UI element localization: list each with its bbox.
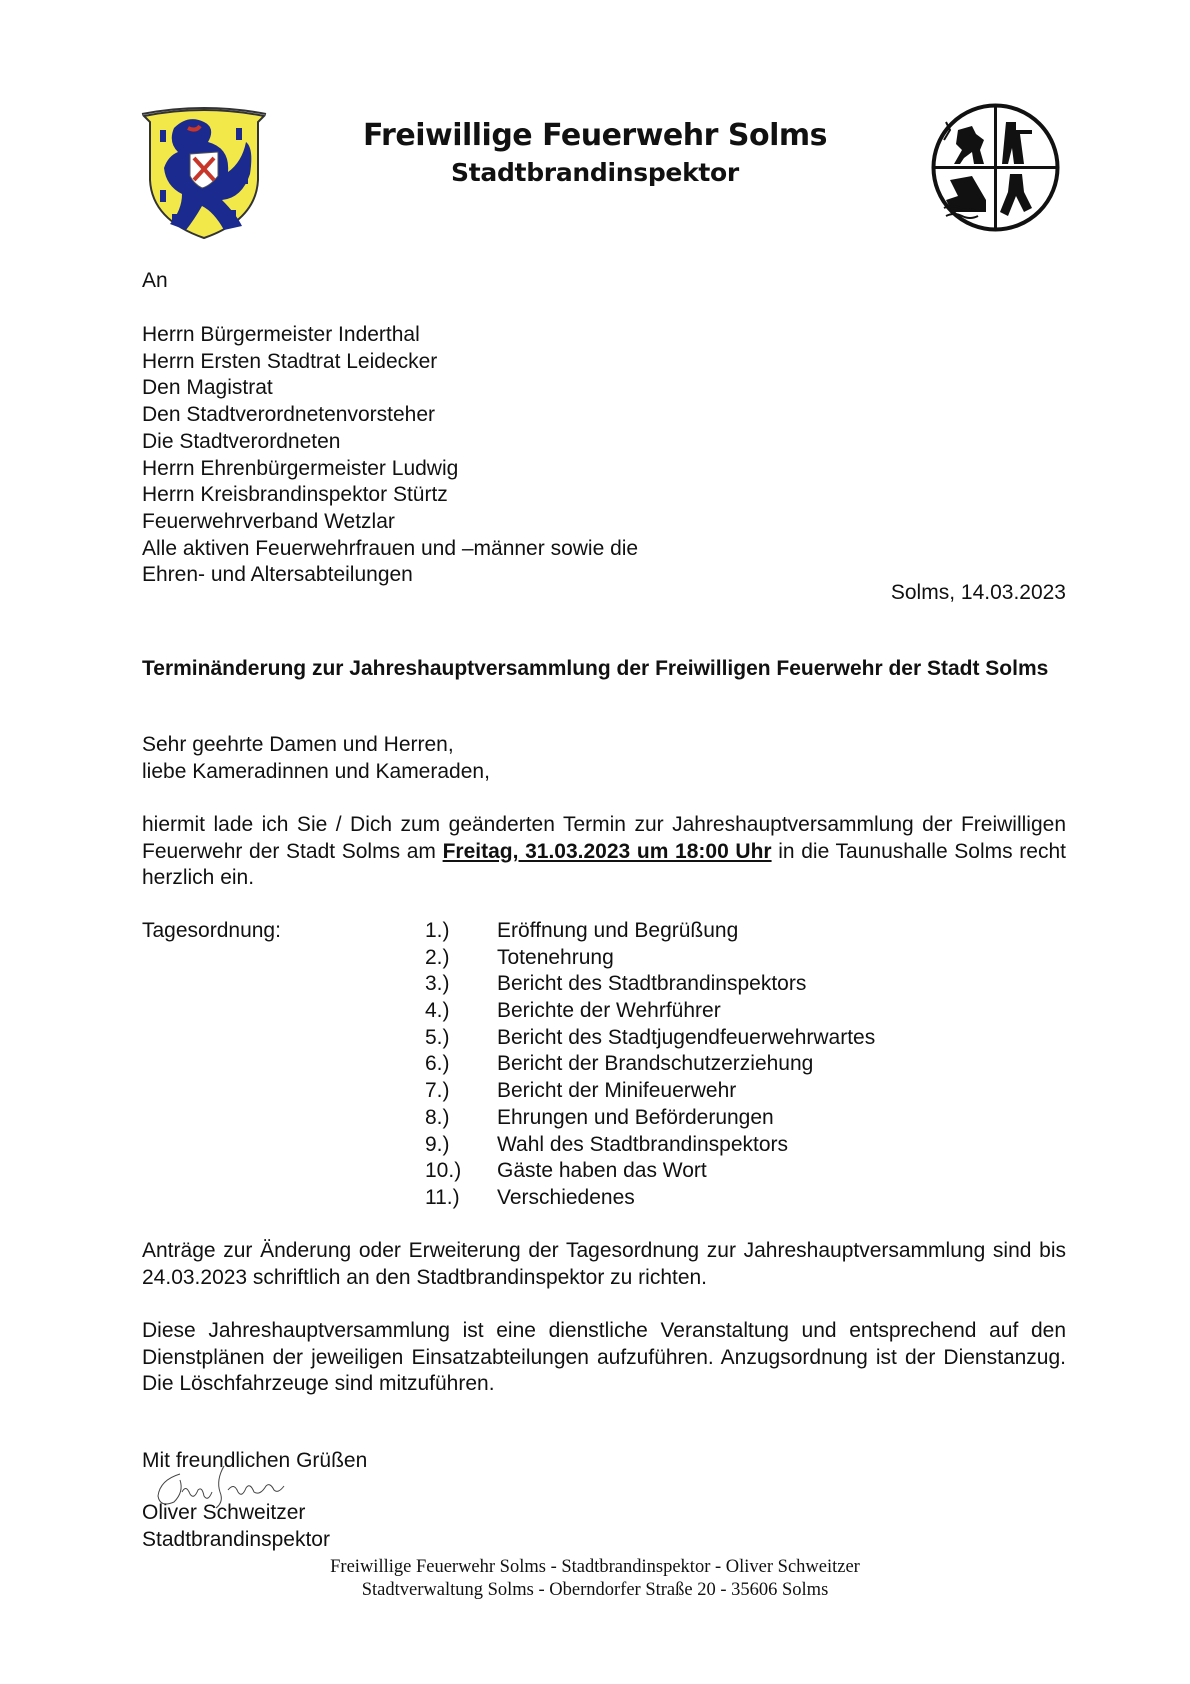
agenda-number: 4.) — [425, 999, 450, 1023]
invitation-text: in die Taunushalle Solms recht herzlich ein. — [142, 839, 1066, 890]
salutation — [142, 732, 490, 785]
coat-of-arms-icon — [138, 102, 270, 240]
agenda-item — [425, 1105, 875, 1132]
proposals-paragraph: Anträge zur Änderung oder Erweiterung der Tagesordnung zur Jahreshauptversammlung sind bis 24.03.2023 schriftlich an den Stadtbrandinspektor zu richten. — [142, 1239, 1066, 1289]
agenda-text: Bericht des Stadtjugendfeuerwehrwartes — [497, 1025, 876, 1049]
address-prefix: An — [142, 269, 168, 292]
recipient: Herrn Bürgermeister Inderthal — [142, 323, 420, 346]
agenda-number: 8.) — [425, 1105, 450, 1129]
agenda-item — [425, 1132, 875, 1159]
agenda-item — [425, 1051, 875, 1078]
agenda-item — [425, 998, 875, 1025]
fire-brigade-emblem-icon — [928, 100, 1063, 235]
salutation-line: Sehr geehrte Damen und Herren, — [142, 733, 454, 756]
invitation-paragraph — [142, 812, 1066, 892]
agenda-number: 2.) — [425, 945, 450, 969]
page-footer — [0, 1556, 1190, 1602]
recipient: Den Stadtverordnetenvorsteher — [142, 403, 436, 427]
organization-title: Freiwillige Feuerwehr Solms — [362, 118, 827, 153]
agenda-number: 6.) — [425, 1052, 450, 1076]
agenda-number: 7.) — [425, 1079, 450, 1103]
recipient: Herrn Ersten Stadtrat Leidecker — [142, 349, 438, 373]
agenda-text: Bericht der Minifeuerwehr — [497, 1079, 737, 1103]
subject-line: Terminänderung zur Jahreshauptversammlung der Freiwilligen Feuerwehr der Stadt Solms — [142, 657, 1049, 680]
signer-name: Oliver Schweitzer — [142, 1501, 306, 1524]
organization-subtitle: Stadtbrandinspektor — [451, 158, 739, 187]
agenda-item — [425, 1025, 875, 1052]
agenda-number: 5.) — [425, 1025, 450, 1049]
agenda-item — [425, 1158, 875, 1185]
salutation-line: liebe Kameradinnen und Kameraden, — [142, 759, 490, 783]
agenda-text: Verschiedenes — [497, 1185, 635, 1209]
agenda-number: 11.) — [425, 1185, 460, 1209]
agenda-item — [425, 1078, 875, 1105]
agenda-list — [425, 918, 875, 1212]
recipient: Ehren- und Altersabteilungen — [142, 563, 413, 587]
agenda-number: 1.) — [425, 919, 450, 942]
agenda-number: 3.) — [425, 972, 450, 996]
agenda-text: Eröffnung und Begrüßung — [497, 919, 739, 942]
duty-paragraph: Diese Jahreshauptversammlung ist eine dienstliche Veranstaltung und entsprechend auf den Dienstplänen der jeweiligen Einsatzabteilungen aufzuführen. Anzugsordnung ist der Dienstanzug. Die Löschfahrzeuge sind mitzuführen. — [142, 1319, 1066, 1396]
recipient: Alle aktiven Feuerwehrfrauen und –männer sowie die — [142, 536, 639, 560]
agenda-text: Berichte der Wehrführer — [497, 999, 721, 1023]
agenda-text: Wahl des Stadtbrandinspektors — [497, 1132, 789, 1156]
recipient-list — [142, 322, 638, 589]
recipient: Die Stadtverordneten — [142, 429, 341, 453]
agenda-item — [425, 1185, 875, 1212]
recipient: Den Magistrat — [142, 376, 273, 400]
agenda-text: Bericht des Stadtbrandinspektors — [497, 972, 807, 996]
agenda-text: Ehrungen und Beförderungen — [497, 1105, 774, 1129]
signer-title: Stadtbrandinspektor — [142, 1528, 330, 1551]
agenda-item — [425, 971, 875, 998]
footer-line: Freiwillige Feuerwehr Solms - Stadtbrandinspektor - Oliver Schweitzer — [330, 1557, 860, 1577]
agenda-label: Tagesordnung: — [142, 919, 281, 942]
recipient: Herrn Kreisbrandinspektor Stürtz — [142, 483, 448, 507]
agenda-text: Gäste haben das Wort — [497, 1159, 707, 1183]
agenda-text: Totenehrung — [497, 945, 614, 969]
recipient: Feuerwehrverband Wetzlar — [142, 509, 395, 533]
agenda-item — [425, 945, 875, 972]
recipient: Herrn Ehrenbürgermeister Ludwig — [142, 456, 459, 480]
event-date-time: Freitag, 31.03.2023 um 18:00 Uhr — [442, 839, 772, 863]
invitation-text: hiermit lade ich Sie / Dich zum geänderten Termin zur Jahreshauptversammlung der Freiwilligen Feuerwehr der Stadt Solms am — [142, 813, 1066, 863]
agenda-number: 9.) — [425, 1132, 450, 1156]
closing-greeting: Mit freundlichen Grüßen — [142, 1449, 368, 1472]
agenda-number: 10.) — [425, 1159, 462, 1183]
date-line: Solms, 14.03.2023 — [890, 581, 1066, 604]
agenda-text: Bericht der Brandschutzerziehung — [497, 1052, 814, 1076]
agenda-item — [425, 918, 875, 945]
footer-line: Stadtverwaltung Solms - Oberndorfer Straße 20 - 35606 Solms — [361, 1580, 829, 1600]
